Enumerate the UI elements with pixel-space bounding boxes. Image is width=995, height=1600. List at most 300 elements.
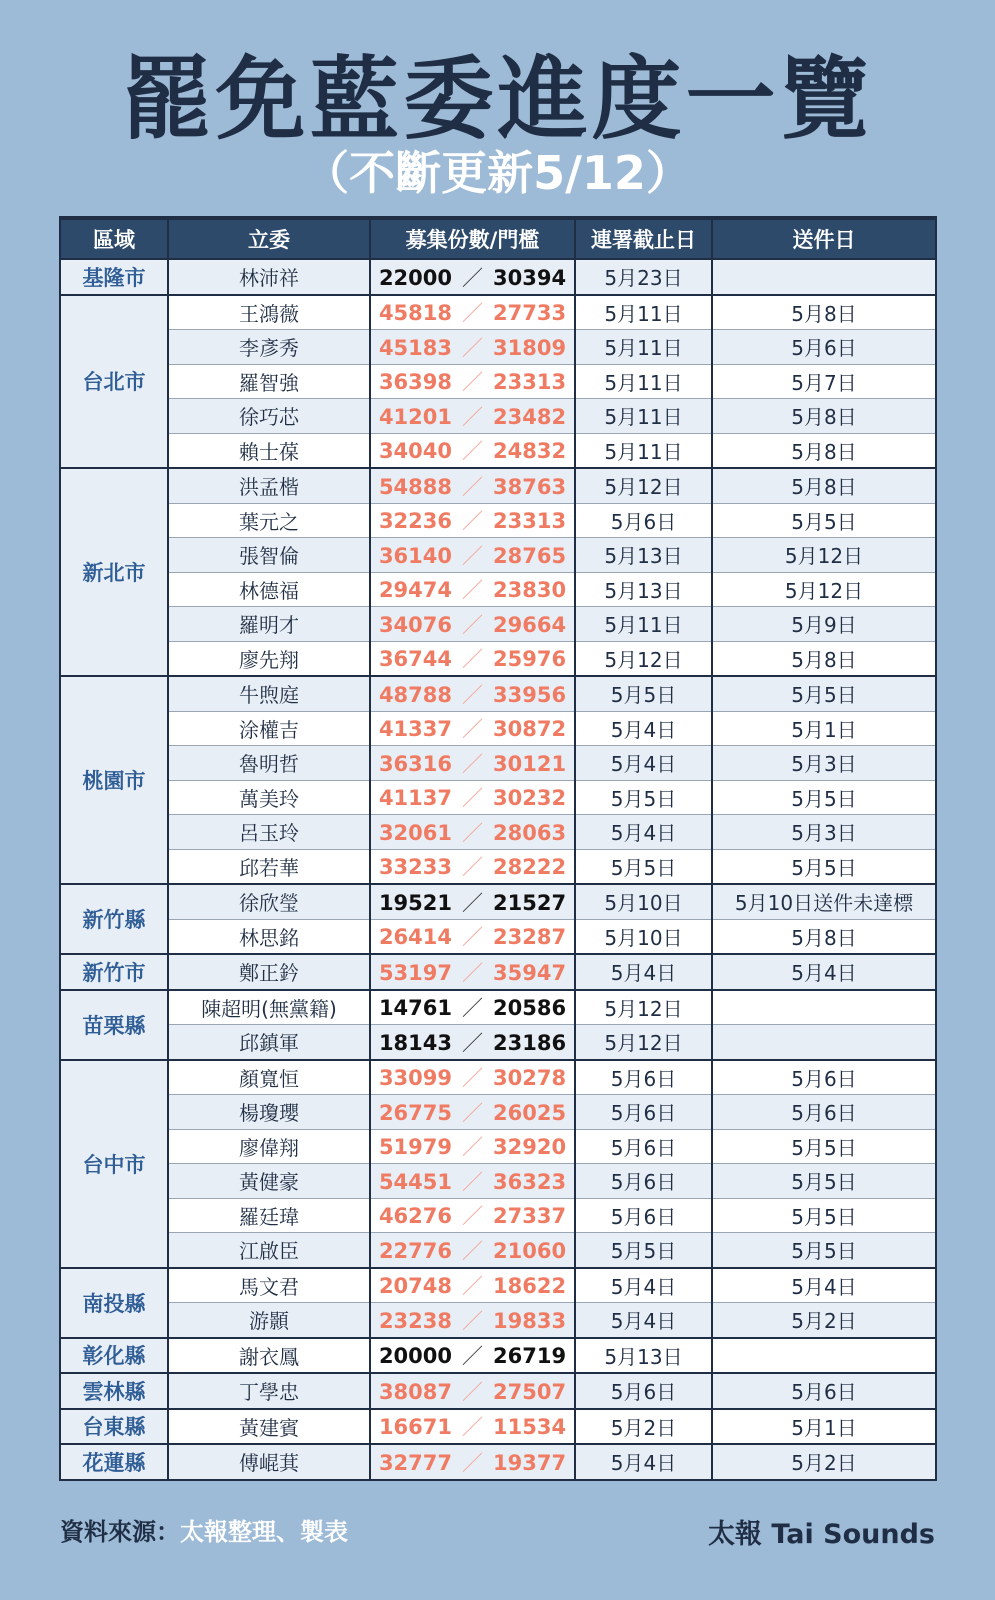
legislator-name: 牛煦庭 xyxy=(168,676,370,711)
signature-count-cell xyxy=(370,364,575,399)
table-row xyxy=(60,1409,936,1445)
deadline-date: 5月4日 xyxy=(575,711,712,746)
signature-count-cell xyxy=(370,1164,575,1199)
signature-count: 19521 xyxy=(378,890,452,915)
signature-threshold: 36323 xyxy=(493,1169,567,1194)
submit-date: 5月8日 xyxy=(712,433,936,468)
legislator-name: 魯明哲 xyxy=(168,746,370,781)
signature-count: 14761 xyxy=(378,996,452,1021)
deadline-date: 5月10日 xyxy=(575,919,712,954)
table-header-row xyxy=(60,218,936,259)
table-row xyxy=(60,295,936,330)
slash-separator: ／ xyxy=(462,996,483,1021)
signature-threshold: 30232 xyxy=(493,786,567,811)
signature-threshold: 27733 xyxy=(493,301,567,326)
slash-separator: ／ xyxy=(462,612,483,637)
legislator-name: 賴士葆 xyxy=(168,433,370,468)
legislator-name: 張智倫 xyxy=(168,538,370,573)
signature-threshold: 23186 xyxy=(493,1030,567,1055)
deadline-date: 5月12日 xyxy=(575,1025,712,1060)
signature-threshold: 19377 xyxy=(493,1450,567,1475)
legislator-name: 林沛祥 xyxy=(168,259,370,295)
slash-separator: ／ xyxy=(462,682,483,707)
signature-threshold: 30872 xyxy=(493,717,567,742)
region-cell: 新北市 xyxy=(60,468,168,676)
legislator-name: 游顥 xyxy=(168,1303,370,1338)
submit-date: 5月1日 xyxy=(712,1409,936,1445)
submit-date: 5月8日 xyxy=(712,295,936,330)
signature-threshold: 28063 xyxy=(493,820,567,845)
submit-date: 5月5日 xyxy=(712,503,936,538)
submit-date: 5月5日 xyxy=(712,1233,936,1268)
signature-count-cell xyxy=(370,815,575,850)
signature-count: 48788 xyxy=(378,682,452,707)
signature-threshold: 30278 xyxy=(493,1066,567,1091)
slash-separator: ／ xyxy=(462,1344,483,1369)
table-row xyxy=(60,884,936,919)
table-row xyxy=(60,259,936,295)
legislator-name: 傅崐萁 xyxy=(168,1444,370,1480)
legislator-name: 徐欣瑩 xyxy=(168,884,370,919)
signature-threshold: 29664 xyxy=(493,612,567,637)
submit-date: 5月6日 xyxy=(712,1095,936,1130)
deadline-date: 5月11日 xyxy=(575,399,712,434)
table-row xyxy=(60,780,936,815)
slash-separator: ／ xyxy=(462,1450,483,1475)
region-cell: 桃園市 xyxy=(60,676,168,884)
submit-date: 5月1日 xyxy=(712,711,936,746)
slash-separator: ／ xyxy=(462,1100,483,1125)
signature-count-cell xyxy=(370,641,575,676)
region-cell: 苗栗縣 xyxy=(60,990,168,1060)
legislator-name: 丁學忠 xyxy=(168,1373,370,1409)
deadline-date: 5月6日 xyxy=(575,1373,712,1409)
legislator-name: 邱鎮軍 xyxy=(168,1025,370,1060)
signature-threshold: 28222 xyxy=(493,855,567,880)
submit-date: 5月4日 xyxy=(712,1268,936,1303)
signature-count: 32236 xyxy=(378,509,452,534)
table-row xyxy=(60,919,936,954)
deadline-date: 5月4日 xyxy=(575,1444,712,1480)
slash-separator: ／ xyxy=(462,786,483,811)
slash-separator: ／ xyxy=(462,1379,483,1404)
signature-count: 36316 xyxy=(378,751,452,776)
table-row xyxy=(60,399,936,434)
deadline-date: 5月5日 xyxy=(575,1233,712,1268)
deadline-date: 5月6日 xyxy=(575,503,712,538)
signature-count-cell xyxy=(370,1444,575,1480)
region-cell: 新竹市 xyxy=(60,954,168,990)
slash-separator: ／ xyxy=(462,1308,483,1333)
table-row xyxy=(60,538,936,573)
signature-threshold: 30121 xyxy=(493,751,567,776)
signature-count: 29474 xyxy=(378,578,452,603)
table-row xyxy=(60,1373,936,1409)
table-row xyxy=(60,572,936,607)
signature-threshold: 11534 xyxy=(493,1415,567,1440)
submit-date: 5月8日 xyxy=(712,468,936,503)
legislator-name: 馬文君 xyxy=(168,1268,370,1303)
signature-threshold: 35947 xyxy=(493,960,567,985)
signature-count: 51979 xyxy=(378,1135,452,1160)
signature-threshold: 23313 xyxy=(493,509,567,534)
signature-threshold: 24832 xyxy=(493,439,567,464)
signature-threshold: 26719 xyxy=(493,1344,567,1369)
signature-count: 26775 xyxy=(378,1100,452,1125)
legislator-name: 陳超明(無黨籍) xyxy=(168,990,370,1025)
signature-count: 41201 xyxy=(378,404,452,429)
submit-date: 5月5日 xyxy=(712,780,936,815)
signature-count-cell xyxy=(370,1129,575,1164)
submit-date: 5月5日 xyxy=(712,849,936,884)
region-cell: 南投縣 xyxy=(60,1268,168,1338)
signature-count-cell xyxy=(370,849,575,884)
table-row xyxy=(60,1164,936,1199)
header-deadline: 連署截止日 xyxy=(575,218,712,259)
table-row xyxy=(60,1338,936,1374)
signature-count-cell xyxy=(370,259,575,295)
signature-count: 18143 xyxy=(378,1030,452,1055)
signature-count-cell xyxy=(370,1303,575,1338)
slash-separator: ／ xyxy=(462,890,483,915)
page-title: 罷免藍委進度一覽 xyxy=(121,47,874,152)
submit-date: 5月5日 xyxy=(712,1129,936,1164)
legislator-name: 廖先翔 xyxy=(168,641,370,676)
signature-count-cell xyxy=(370,884,575,919)
slash-separator: ／ xyxy=(462,1274,483,1299)
submit-date: 5月5日 xyxy=(712,1198,936,1233)
signature-threshold: 30394 xyxy=(493,265,567,290)
deadline-date: 5月4日 xyxy=(575,1268,712,1303)
signature-count-cell xyxy=(370,1233,575,1268)
signature-threshold: 32920 xyxy=(493,1135,567,1160)
legislator-name: 洪孟楷 xyxy=(168,468,370,503)
deadline-date: 5月6日 xyxy=(575,1129,712,1164)
table-row xyxy=(60,433,936,468)
slash-separator: ／ xyxy=(462,925,483,950)
slash-separator: ／ xyxy=(462,717,483,742)
legislator-name: 萬美玲 xyxy=(168,780,370,815)
submit-date: 5月8日 xyxy=(712,919,936,954)
signature-threshold: 33956 xyxy=(493,682,567,707)
slash-separator: ／ xyxy=(462,404,483,429)
signature-count: 33233 xyxy=(378,855,452,880)
deadline-date: 5月6日 xyxy=(575,1164,712,1199)
signature-count: 16671 xyxy=(378,1415,452,1440)
submit-date: 5月3日 xyxy=(712,746,936,781)
table-row xyxy=(60,468,936,503)
signature-count-cell xyxy=(370,1025,575,1060)
slash-separator: ／ xyxy=(462,1066,483,1091)
slash-separator: ／ xyxy=(462,647,483,672)
table-row xyxy=(60,1129,936,1164)
signature-count: 22776 xyxy=(378,1238,452,1263)
region-cell: 台北市 xyxy=(60,295,168,469)
signature-count: 36140 xyxy=(378,543,452,568)
signature-threshold: 31809 xyxy=(493,335,567,360)
table-row xyxy=(60,711,936,746)
signature-count-cell xyxy=(370,295,575,330)
legislator-name: 鄭正鈐 xyxy=(168,954,370,990)
header-region: 區域 xyxy=(60,218,168,259)
slash-separator: ／ xyxy=(462,1135,483,1160)
deadline-date: 5月12日 xyxy=(575,641,712,676)
table-row xyxy=(60,503,936,538)
signature-count: 34040 xyxy=(378,439,452,464)
deadline-date: 5月13日 xyxy=(575,538,712,573)
submit-date: 5月12日 xyxy=(712,538,936,573)
legislator-name: 林思銘 xyxy=(168,919,370,954)
signature-count-cell xyxy=(370,1198,575,1233)
slash-separator: ／ xyxy=(462,1169,483,1194)
signature-threshold: 27507 xyxy=(493,1379,567,1404)
deadline-date: 5月12日 xyxy=(575,468,712,503)
table-body xyxy=(60,259,936,1480)
signature-count-cell xyxy=(370,1373,575,1409)
slash-separator: ／ xyxy=(462,370,483,395)
table-row xyxy=(60,849,936,884)
signature-count: 36744 xyxy=(378,647,452,672)
slash-separator: ／ xyxy=(462,301,483,326)
signature-count-cell xyxy=(370,433,575,468)
table-row xyxy=(60,954,936,990)
region-cell: 台東縣 xyxy=(60,1409,168,1445)
signature-threshold: 23482 xyxy=(493,404,567,429)
brand-logo-text: 太報 Tai Sounds xyxy=(707,1519,935,1550)
signature-count: 45818 xyxy=(378,301,452,326)
submit-date: 5月6日 xyxy=(712,1373,936,1409)
deadline-date: 5月2日 xyxy=(575,1409,712,1445)
data-source xyxy=(60,1512,348,1547)
table-row xyxy=(60,1025,936,1060)
legislator-name: 邱若華 xyxy=(168,849,370,884)
slash-separator: ／ xyxy=(462,820,483,845)
signature-count-cell xyxy=(370,1268,575,1303)
signature-count: 23238 xyxy=(378,1308,452,1333)
signature-threshold: 18622 xyxy=(493,1274,567,1299)
deadline-date: 5月11日 xyxy=(575,295,712,330)
signature-count-cell xyxy=(370,676,575,711)
table-row xyxy=(60,676,936,711)
signature-count-cell xyxy=(370,954,575,990)
slash-separator: ／ xyxy=(462,855,483,880)
table-row xyxy=(60,1268,936,1303)
signature-count-cell xyxy=(370,399,575,434)
submit-date: 5月5日 xyxy=(712,676,936,711)
recall-progress-table xyxy=(59,216,937,1481)
legislator-name: 李彥秀 xyxy=(168,330,370,365)
submit-date: 5月4日 xyxy=(712,954,936,990)
signature-count: 20748 xyxy=(378,1274,452,1299)
legislator-name: 羅廷瑋 xyxy=(168,1198,370,1233)
submit-date: 5月7日 xyxy=(712,364,936,399)
slash-separator: ／ xyxy=(462,1415,483,1440)
deadline-date: 5月6日 xyxy=(575,1060,712,1095)
deadline-date: 5月4日 xyxy=(575,1303,712,1338)
submit-date: 5月3日 xyxy=(712,815,936,850)
submit-date xyxy=(712,1025,936,1060)
deadline-date: 5月13日 xyxy=(575,572,712,607)
page-subtitle: （不斷更新5/12） xyxy=(303,146,692,200)
header-signature-count: 募集份數/門檻 xyxy=(370,218,575,259)
deadline-date: 5月13日 xyxy=(575,1338,712,1374)
signature-count-cell xyxy=(370,330,575,365)
submit-date: 5月10日送件未達標 xyxy=(712,884,936,919)
legislator-name: 黃建賓 xyxy=(168,1409,370,1445)
signature-count: 34076 xyxy=(378,612,452,637)
deadline-date: 5月6日 xyxy=(575,1095,712,1130)
signature-threshold: 27337 xyxy=(493,1204,567,1229)
submit-date: 5月8日 xyxy=(712,399,936,434)
signature-count-cell xyxy=(370,746,575,781)
table-row xyxy=(60,1095,936,1130)
signature-count: 32061 xyxy=(378,820,452,845)
region-cell: 花蓮縣 xyxy=(60,1444,168,1480)
deadline-date: 5月10日 xyxy=(575,884,712,919)
submit-date: 5月2日 xyxy=(712,1303,936,1338)
slash-separator: ／ xyxy=(462,543,483,568)
region-cell: 新竹縣 xyxy=(60,884,168,954)
slash-separator: ／ xyxy=(462,474,483,499)
signature-count: 54888 xyxy=(378,474,452,499)
deadline-date: 5月4日 xyxy=(575,746,712,781)
slash-separator: ／ xyxy=(462,1238,483,1263)
legislator-name: 林德福 xyxy=(168,572,370,607)
deadline-date: 5月6日 xyxy=(575,1198,712,1233)
table-row xyxy=(60,330,936,365)
submit-date xyxy=(712,259,936,295)
signature-count: 20000 xyxy=(378,1344,452,1369)
table-row xyxy=(60,364,936,399)
submit-date xyxy=(712,1338,936,1374)
signature-count: 41337 xyxy=(378,717,452,742)
signature-threshold: 23287 xyxy=(493,925,567,950)
deadline-date: 5月11日 xyxy=(575,364,712,399)
region-cell: 基隆市 xyxy=(60,259,168,295)
slash-separator: ／ xyxy=(462,578,483,603)
source-label: 資料來源： xyxy=(60,1518,180,1546)
slash-separator: ／ xyxy=(462,960,483,985)
deadline-date: 5月4日 xyxy=(575,954,712,990)
legislator-name: 羅明才 xyxy=(168,607,370,642)
region-cell: 雲林縣 xyxy=(60,1373,168,1409)
region-cell: 彰化縣 xyxy=(60,1338,168,1374)
signature-count-cell xyxy=(370,607,575,642)
legislator-name: 黃健豪 xyxy=(168,1164,370,1199)
table-row xyxy=(60,1060,936,1095)
submit-date: 5月6日 xyxy=(712,1060,936,1095)
table-row xyxy=(60,607,936,642)
table-row xyxy=(60,1444,936,1480)
deadline-date: 5月5日 xyxy=(575,849,712,884)
legislator-name: 廖偉翔 xyxy=(168,1129,370,1164)
deadline-date: 5月23日 xyxy=(575,259,712,295)
submit-date: 5月2日 xyxy=(712,1444,936,1480)
slash-separator: ／ xyxy=(462,335,483,360)
signature-threshold: 21060 xyxy=(493,1238,567,1263)
signature-count: 53197 xyxy=(378,960,452,985)
signature-count-cell xyxy=(370,1338,575,1374)
signature-count-cell xyxy=(370,990,575,1025)
table-row xyxy=(60,1233,936,1268)
legislator-name: 顏寬恒 xyxy=(168,1060,370,1095)
slash-separator: ／ xyxy=(462,1030,483,1055)
signature-count: 26414 xyxy=(378,925,452,950)
legislator-name: 王鴻薇 xyxy=(168,295,370,330)
deadline-date: 5月12日 xyxy=(575,990,712,1025)
legislator-name: 羅智強 xyxy=(168,364,370,399)
table-row xyxy=(60,1198,936,1233)
slash-separator: ／ xyxy=(462,1204,483,1229)
signature-count: 32777 xyxy=(378,1450,452,1475)
legislator-name: 涂權吉 xyxy=(168,711,370,746)
signature-threshold: 23313 xyxy=(493,370,567,395)
signature-count-cell xyxy=(370,1095,575,1130)
slash-separator: ／ xyxy=(462,265,483,290)
legislator-name: 徐巧芯 xyxy=(168,399,370,434)
header-legislator: 立委 xyxy=(168,218,370,259)
deadline-date: 5月5日 xyxy=(575,780,712,815)
region-cell: 台中市 xyxy=(60,1060,168,1268)
signature-count-cell xyxy=(370,711,575,746)
slash-separator: ／ xyxy=(462,439,483,464)
deadline-date: 5月4日 xyxy=(575,815,712,850)
signature-count-cell xyxy=(370,780,575,815)
source-value: 太報整理、製表 xyxy=(180,1518,348,1546)
submit-date: 5月5日 xyxy=(712,1164,936,1199)
slash-separator: ／ xyxy=(462,751,483,776)
signature-count-cell xyxy=(370,468,575,503)
submit-date xyxy=(712,990,936,1025)
submit-date: 5月6日 xyxy=(712,330,936,365)
signature-count-cell xyxy=(370,503,575,538)
table-row xyxy=(60,815,936,850)
signature-count: 54451 xyxy=(378,1169,452,1194)
deadline-date: 5月11日 xyxy=(575,433,712,468)
legislator-name: 江啟臣 xyxy=(168,1233,370,1268)
deadline-date: 5月5日 xyxy=(575,676,712,711)
signature-count: 33099 xyxy=(378,1066,452,1091)
table-row xyxy=(60,1303,936,1338)
signature-threshold: 38763 xyxy=(493,474,567,499)
signature-threshold: 19833 xyxy=(493,1308,567,1333)
signature-count: 46276 xyxy=(378,1204,452,1229)
signature-threshold: 23830 xyxy=(493,578,567,603)
table-row xyxy=(60,746,936,781)
table-row xyxy=(60,641,936,676)
legislator-name: 葉元之 xyxy=(168,503,370,538)
submit-date: 5月8日 xyxy=(712,641,936,676)
signature-count: 41137 xyxy=(378,786,452,811)
signature-threshold: 21527 xyxy=(493,890,567,915)
legislator-name: 呂玉玲 xyxy=(168,815,370,850)
legislator-name: 楊瓊瓔 xyxy=(168,1095,370,1130)
deadline-date: 5月11日 xyxy=(575,607,712,642)
slash-separator: ／ xyxy=(462,509,483,534)
signature-threshold: 26025 xyxy=(493,1100,567,1125)
legislator-name: 謝衣鳳 xyxy=(168,1338,370,1374)
deadline-date: 5月11日 xyxy=(575,330,712,365)
signature-count-cell xyxy=(370,919,575,954)
signature-threshold: 20586 xyxy=(493,996,567,1021)
signature-count-cell xyxy=(370,1060,575,1095)
signature-count-cell xyxy=(370,538,575,573)
header-submit-date: 送件日 xyxy=(712,218,936,259)
signature-threshold: 28765 xyxy=(493,543,567,568)
submit-date: 5月12日 xyxy=(712,572,936,607)
signature-count: 36398 xyxy=(378,370,452,395)
signature-count-cell xyxy=(370,572,575,607)
